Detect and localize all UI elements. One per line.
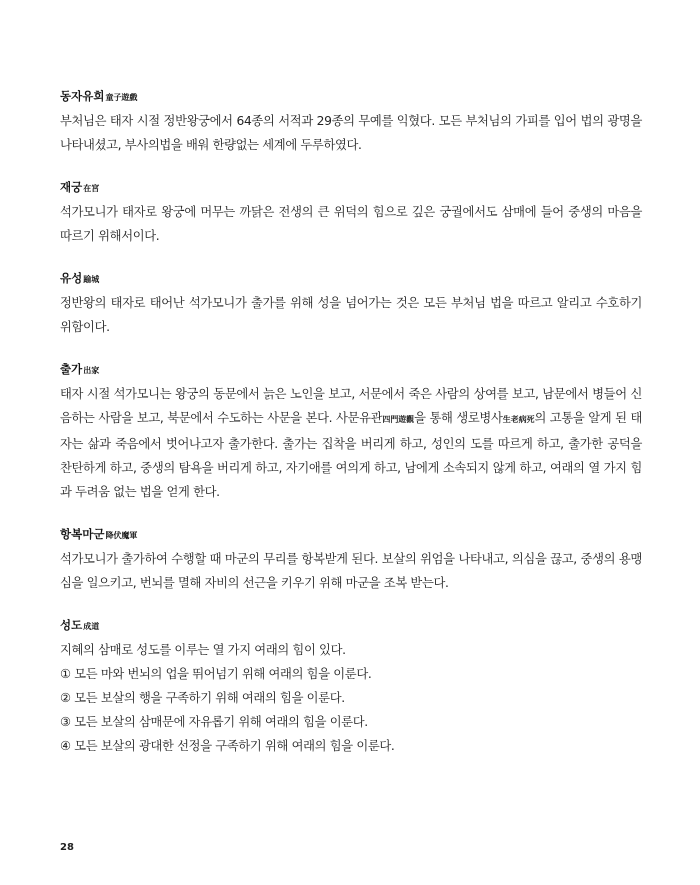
list-item: ④ 모든 보살의 광대한 선정을 구족하기 위해 여래의 힘을 이룬다.	[60, 739, 395, 753]
list-item: ③ 모든 보살의 삼매문에 자유롭기 위해 여래의 힘을 이룬다.	[60, 715, 368, 729]
section-heading	[60, 617, 642, 635]
section-title-hanja: 在宮	[83, 184, 100, 193]
inline-hanja: 四門遊觀	[382, 415, 415, 424]
section-yuseong	[60, 270, 642, 339]
section-title-hanja: 成道	[83, 622, 100, 631]
paragraph-text: 의 고통을 알게 된 태자는 삶과 죽음에서 벗어나고자 출가한다. 출가는 집착을 버리게 하고, 성인의 도를 따르게 하고, 출가한 공덕을 찬탄하게 하고, 중생의 탐욕을 버리게 하고, 자기애를 여의게 하고, 남에게 소속되지 않게 하고, 여래의 열 가지 힘과 두려움 없는 법을 얻게 한다.	[60, 411, 642, 499]
section-heading	[60, 179, 642, 197]
section-title: 유성	[60, 271, 83, 285]
section-paragraph: 정반왕의 태자로 태어난 석가모니가 출가를 위해 성을 넘어가는 것은 모든 부처님 법을 따르고 알리고 수호하기 위함이다.	[60, 296, 642, 334]
section-seongdo	[60, 617, 642, 758]
inline-hanja: 生老病死	[502, 415, 535, 424]
section-hangbok-magun	[60, 526, 642, 595]
list-item: ② 모든 보살의 행을 구족하기 위해 여래의 힘을 이룬다.	[60, 691, 345, 705]
paragraph-text: 을 통해 생로병사	[414, 411, 503, 425]
section-heading	[60, 270, 642, 288]
section-title: 출가	[60, 362, 83, 376]
section-jaegung	[60, 179, 642, 248]
section-paragraph: 석가모니가 출가하여 수행할 때 마군의 무리를 항복받게 된다. 보살의 위엄을 나타내고, 의심을 끊고, 중생의 용맹심을 일으키고, 번뇌를 멸해 자비의 선근을 키우기 위해 마군을 조복 받는다.	[60, 552, 642, 590]
section-title-hanja: 出家	[83, 366, 100, 375]
page-content	[60, 88, 642, 780]
section-title: 재궁	[60, 180, 83, 194]
section-intro: 지혜의 삼매로 성도를 이루는 열 가지 여래의 힘이 있다.	[60, 643, 346, 657]
section-paragraph	[60, 382, 642, 504]
numbered-list	[60, 662, 642, 758]
section-heading	[60, 361, 642, 379]
page-number: 28	[60, 842, 74, 853]
section-title-hanja: 踰城	[83, 275, 100, 284]
section-title-hanja: 童子遊戲	[105, 93, 138, 102]
section-title: 동자유희	[60, 89, 105, 103]
section-chulga	[60, 361, 642, 504]
section-paragraph: 석가모니가 태자로 왕궁에 머무는 까닭은 전생의 큰 위덕의 힘으로 깊은 궁궐에서도 삼매에 들어 중생의 마음을 따르기 위해서이다.	[60, 205, 642, 243]
section-title: 항복마군	[60, 527, 105, 541]
section-paragraph: 부처님은 태자 시절 정반왕궁에서 64종의 서적과 29종의 무예를 익혔다. 모든 부처님의 가피를 입어 법의 광명을 나타내셨고, 부사의법을 배워 한량없는 세계에 두루하였다.	[60, 114, 642, 152]
section-title-hanja: 降伏魔軍	[105, 531, 138, 540]
section-dongja-yuhui	[60, 88, 642, 157]
section-heading	[60, 526, 642, 544]
section-title: 성도	[60, 618, 83, 632]
list-item: ① 모든 마와 번뇌의 업을 뛰어넘기 위해 여래의 힘을 이룬다.	[60, 667, 372, 681]
paragraph-text: 태자 시절 석가모니는 왕궁의 동문에서 늙은 노인을 보고, 서문에서 죽은 사람의 상여를 보고, 남문에서 병들어 신음하는 사람을 보고, 북문에서 수도하는 사문을 본다. 사문유관	[60, 387, 642, 425]
section-heading	[60, 88, 642, 106]
